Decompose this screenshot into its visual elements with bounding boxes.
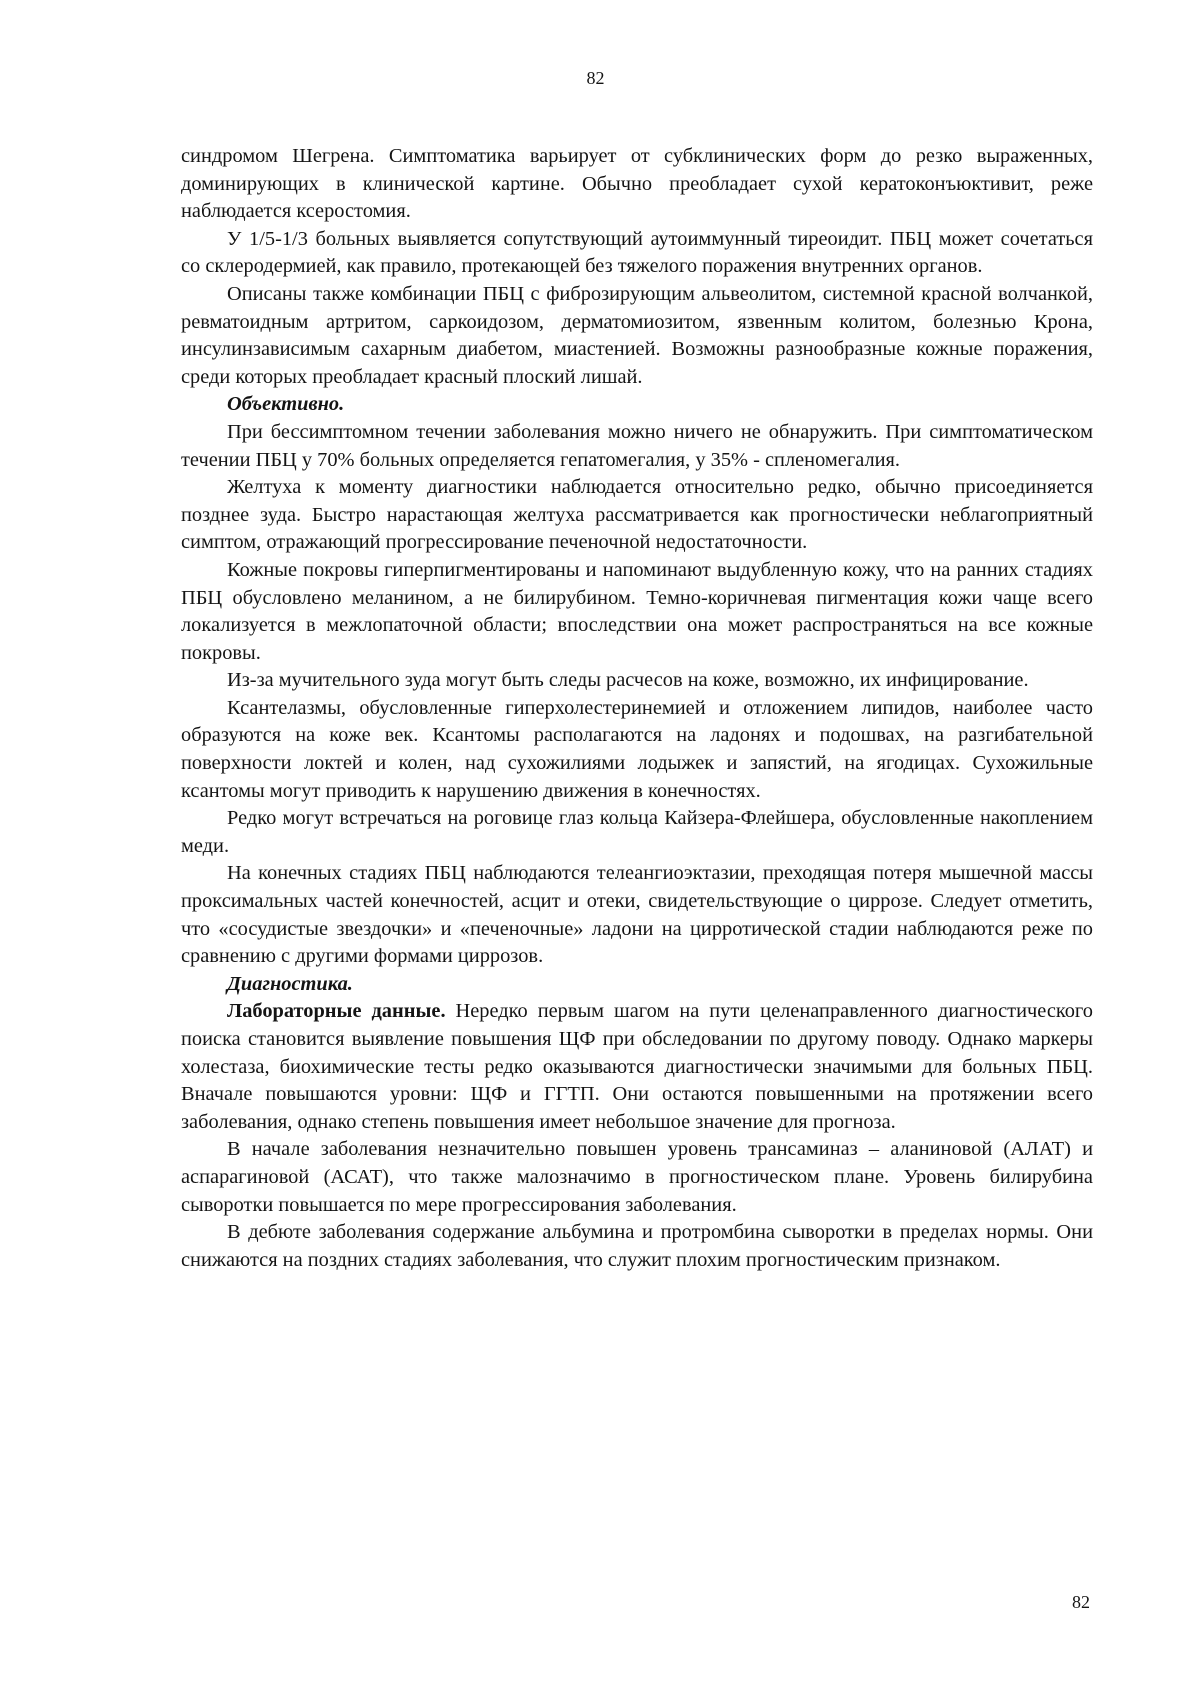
- paragraph: Желтуха к моменту диагностики наблюдается относительно редко, обычно присоединяется позднее зуда. Быстро нарастающая желтуха рассматривается как прогностически неблагоприятный симптом, отражающий прогрессирование печеночной недостаточности.: [181, 476, 1093, 554]
- paragraph: В дебюте заболевания содержание альбумина и протромбина сыворотки в пределах нормы. Они снижаются на поздних стадиях заболевания, что служит плохим прогностическим признаком.: [181, 1221, 1093, 1271]
- paragraph-lead-text: Нередко первым шагом на пути целенаправленного диагностического поиска становится выявление повышения ЩФ при обследовании по другому поводу. Однако маркеры холестаза, биохимические тесты редко оказываются диагностически значимыми для больных ПБЦ. Вначале повышаются уровни: ЩФ и ГГТП. Они остаются повышенными на протяжении всего заболевания, однако степень повышения имеет небольшое значение для прогноза.: [181, 1000, 1093, 1133]
- paragraph: Редко могут встречаться на роговице глаз кольца Кайзера-Флейшера, обусловленные накоплением меди.: [181, 807, 1093, 857]
- page-number-bottom: 82: [1072, 1592, 1090, 1612]
- paragraph: Описаны также комбинации ПБЦ с фиброзирующим альвеолитом, системной красной волчанкой, ревматоидным артритом, саркоидозом, дерматомиозитом, язвенным колитом, болезнью Крона, инсулинзависимым сахарным диабетом, миастенией. Возможны разнообразные кожные поражения, среди которых преобладает красный плоский лишай.: [181, 282, 1093, 388]
- paragraph-lab-data: [181, 998, 1093, 1136]
- document-body: [181, 143, 1093, 1274]
- paragraph-lead: Лабораторные данные.: [227, 1000, 446, 1023]
- section-heading-diagnostics: Диагностика.: [227, 972, 353, 995]
- paragraph: Ксантелазмы, обусловленные гиперхолестеринемией и отложением липидов, наиболее часто образуются на коже век. Ксантомы располагаются на ладонях и подошвах, на разгибательной поверхности локтей и колен, над сухожилиями лодыжек и запястий, на ягодицах. Сухожильные ксантомы могут приводить к нарушению движения в конечностях.: [181, 696, 1093, 802]
- paragraph: У 1/5-1/3 больных выявляется сопутствующий аутоиммунный тиреоидит. ПБЦ может сочетаться со склеродермией, как правило, протекающей без тяжелого поражения внутренних органов.: [181, 227, 1093, 278]
- section-heading-objective: Объективно.: [227, 393, 345, 416]
- paragraph: При бессимптомном течении заболевания можно ничего не обнаружить. При симптоматическом течении ПБЦ у 70% больных определяется гепатомегалия, у 35% - спленомегалия.: [181, 420, 1093, 471]
- paragraph: Из-за мучительного зуда могут быть следы расчесов на коже, возможно, их инфицирование.: [227, 669, 1029, 692]
- page-number-top: 82: [586, 68, 605, 88]
- paragraph: На конечных стадиях ПБЦ наблюдаются телеангиоэктазии, преходящая потеря мышечной массы проксимальных частей конечностей, асцит и отеки, свидетельствующие о циррозе. Следует отметить, что «сосудистые звездочки» и «печеночные» ладони на цирротической стадии наблюдаются реже по сравнению с другими формами циррозов.: [181, 862, 1093, 968]
- paragraph: В начале заболевания незначительно повышен уровень трансаминаз – аланиновой (АЛАТ) и аспарагиновой (АСАТ), что также малозначимо в прогностическом плане. Уровень билирубина сыворотки повышается по мере прогрессирования заболевания.: [181, 1138, 1093, 1216]
- paragraph: синдромом Шегрена. Симптоматика варьирует от субклинических форм до резко выраженных, доминирующих в клинической картине. Обычно преобладает сухой кератоконъюктивит, реже наблюдается ксеростомия.: [181, 145, 1093, 223]
- paragraph: Кожные покровы гиперпигментированы и напоминают выдубленную кожу, что на ранних стадиях ПБЦ обусловлено меланином, а не билирубином. Темно-коричневая пигментация кожи чаще всего локализуется в межлопаточной области; впоследствии она может распространяться на все кожные покровы.: [181, 558, 1093, 664]
